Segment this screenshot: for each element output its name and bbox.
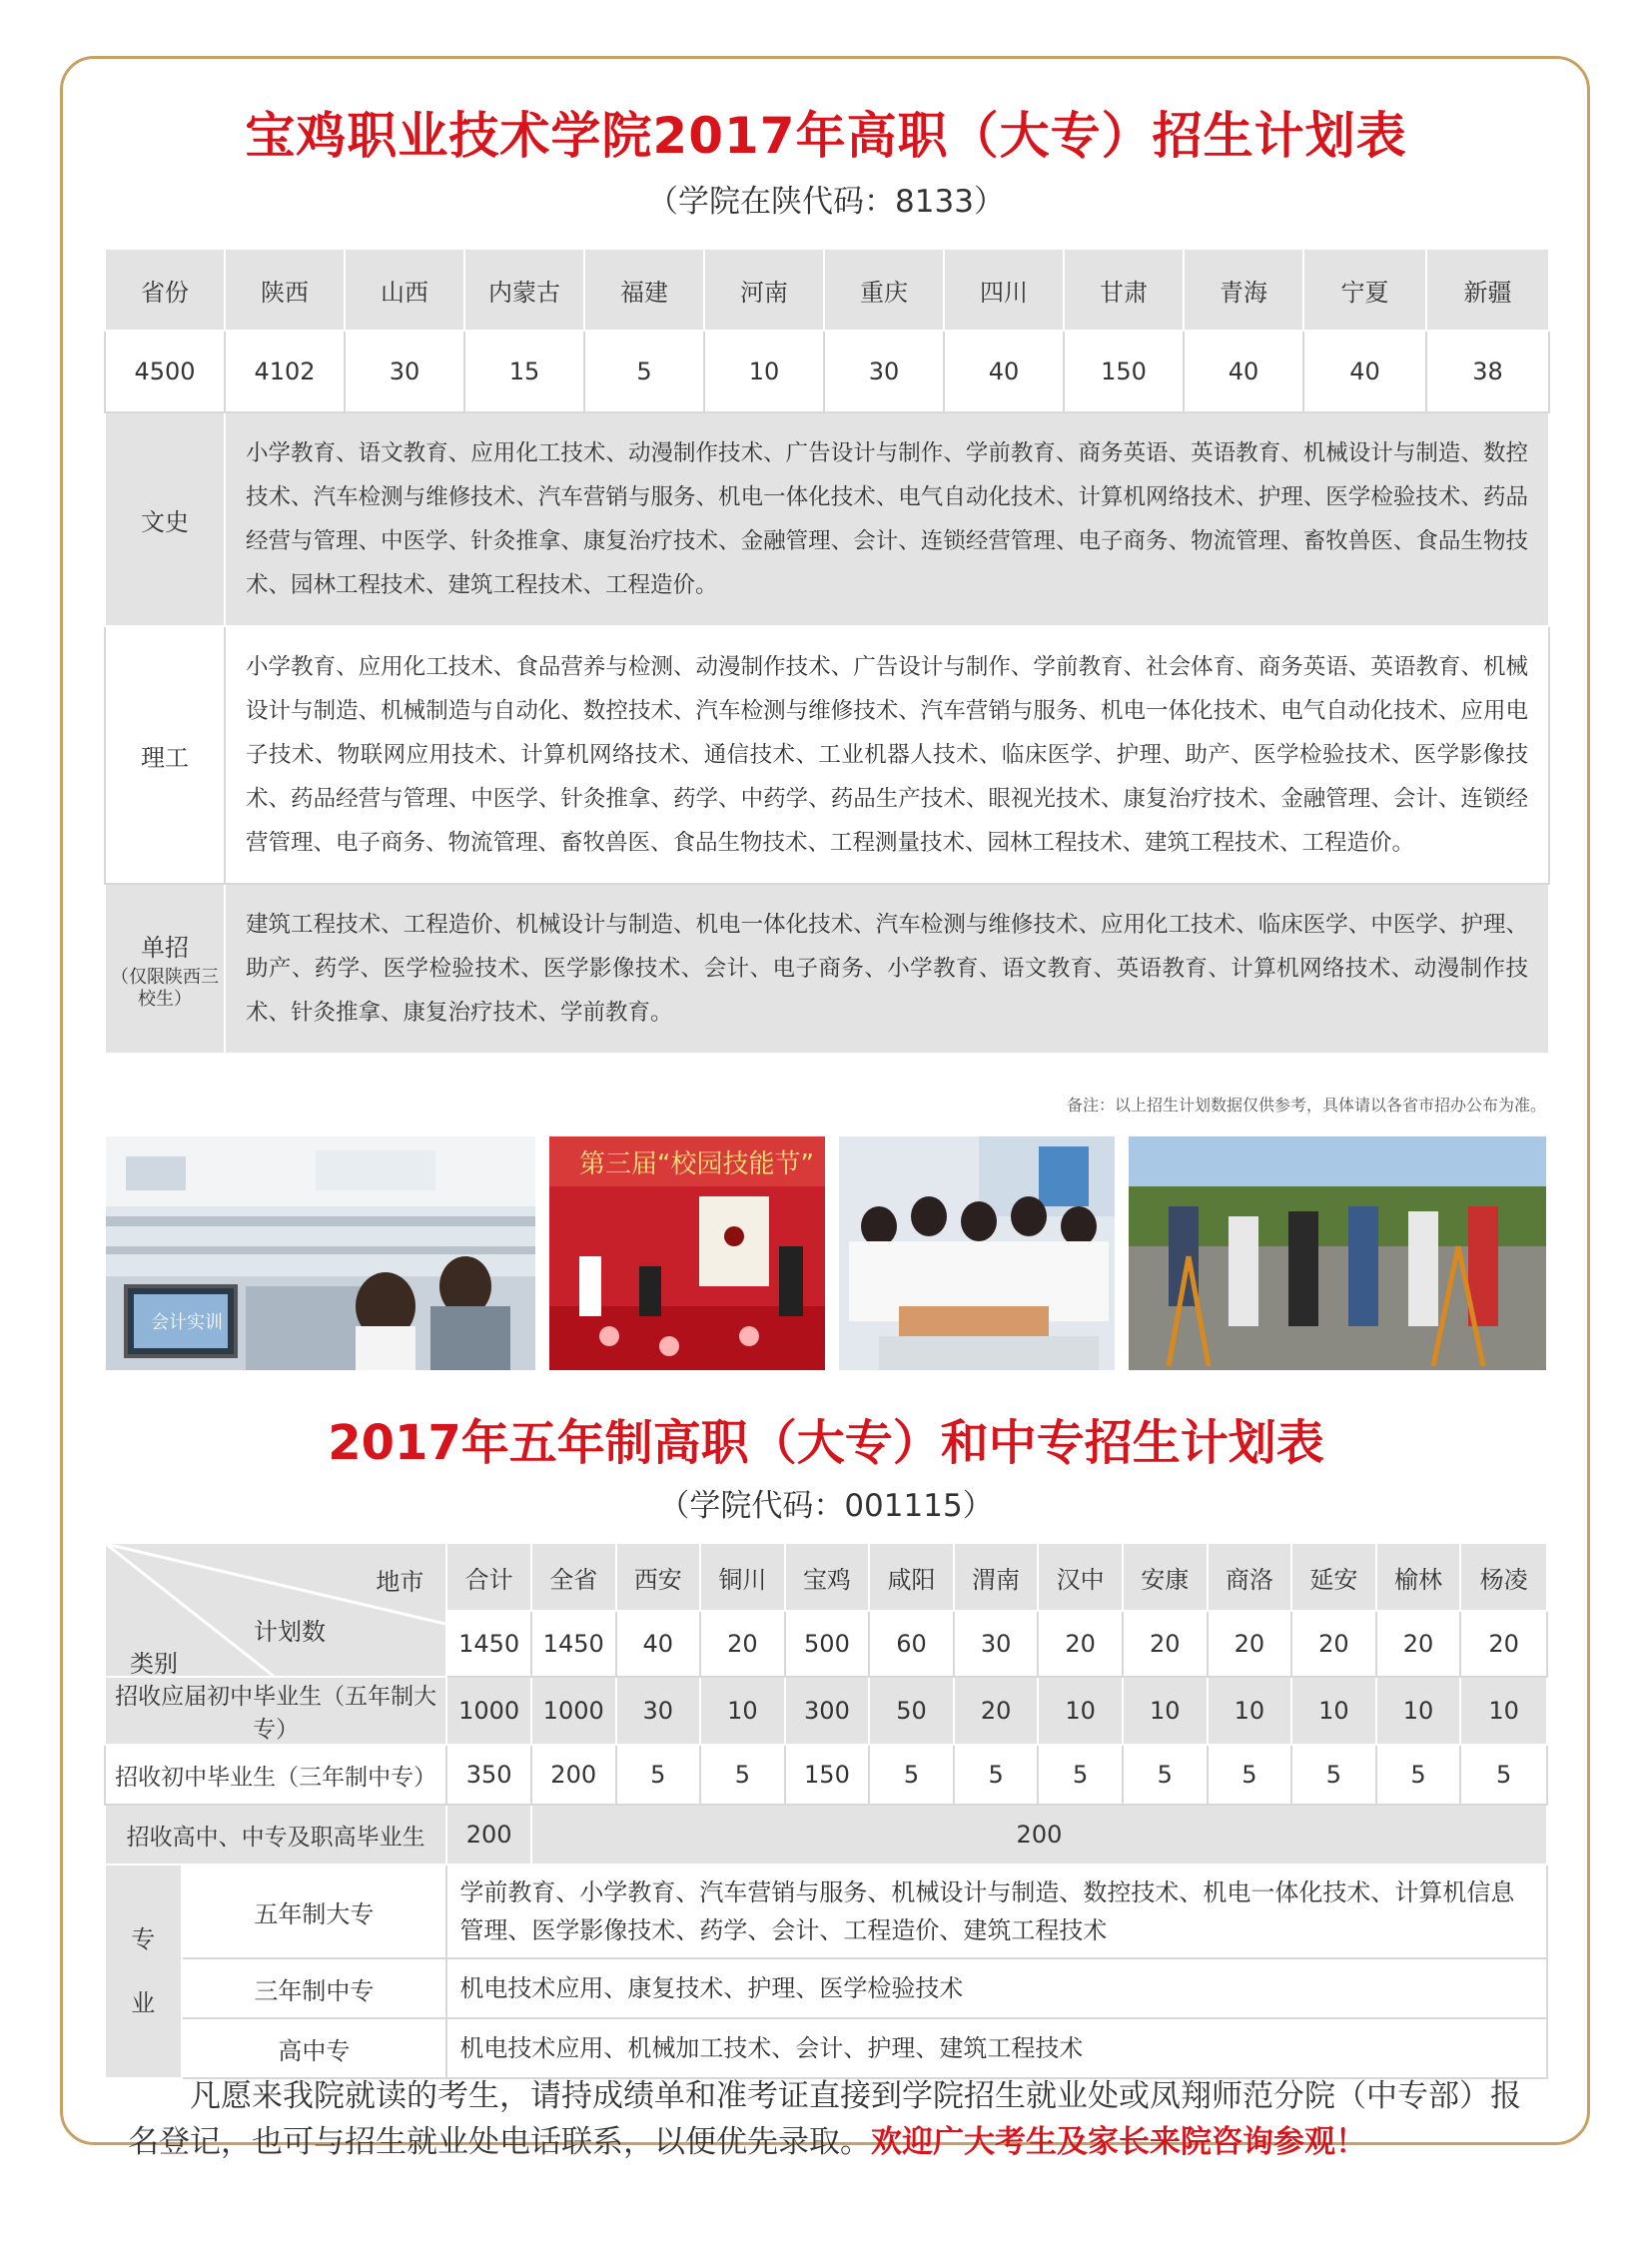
quota-cell: 40 xyxy=(944,331,1064,412)
lab-sign-text: 会计实训 xyxy=(151,1312,223,1333)
corner-city-label: 地市 xyxy=(376,1568,424,1596)
corner-plan-label: 计划数 xyxy=(254,1618,326,1646)
value-cell: 10 xyxy=(1291,1677,1376,1745)
city-cell: 汉中 xyxy=(1038,1543,1123,1611)
category-label-group xyxy=(105,884,225,1054)
row-label: 招收高中、中专及职高毕业生 xyxy=(105,1805,446,1865)
value-cell: 10 xyxy=(1208,1677,1292,1745)
row-label: 招收应届初中毕业生（五年制大专） xyxy=(105,1677,446,1745)
major-type-label: 高中专 xyxy=(182,2018,447,2078)
category-label: 理工 xyxy=(105,626,225,884)
major-list: 机电技术应用、康复技术、护理、医学检验技术 xyxy=(446,1958,1547,2018)
quota-cell: 15 xyxy=(464,331,584,412)
province-cell: 甘肃 xyxy=(1064,249,1184,331)
quota-cell: 40 xyxy=(1184,331,1303,412)
footer-highlight: 欢迎广大考生及家长来院咨询参观！ xyxy=(871,2124,1366,2160)
value-cell: 350 xyxy=(446,1745,531,1805)
value-cell: 10 xyxy=(1123,1677,1208,1745)
total-cell: 500 xyxy=(785,1611,870,1677)
province-cell: 新疆 xyxy=(1426,249,1549,331)
section-title: 2017年五年制高职（大专）和中专招生计划表 xyxy=(328,1415,1324,1471)
surveying-training-photo xyxy=(1129,1136,1546,1370)
high-school-row xyxy=(105,1805,1547,1865)
total-cell: 1450 xyxy=(531,1611,616,1677)
province-cell: 河南 xyxy=(704,249,824,331)
province-cell: 宁夏 xyxy=(1303,249,1426,331)
value-cell: 1000 xyxy=(446,1677,531,1745)
total-cell: 1450 xyxy=(446,1611,531,1677)
majors-group-char: 业 xyxy=(131,1989,156,2017)
page-title: 宝鸡职业技术学院2017年高职（大专）招生计划表 xyxy=(245,107,1407,165)
total-cell: 20 xyxy=(700,1611,785,1677)
city-cell: 安康 xyxy=(1123,1543,1208,1611)
value-cell: 5 xyxy=(1208,1745,1292,1805)
footer-notice xyxy=(128,2073,1546,2165)
value-cell: 5 xyxy=(954,1745,1039,1805)
province-cell: 青海 xyxy=(1184,249,1303,331)
quota-cell: 5 xyxy=(584,331,704,412)
single-admission-row xyxy=(105,884,1549,1054)
province-cell: 山西 xyxy=(345,249,464,331)
section-subtitle: （学院代码：001115） xyxy=(658,1488,994,1524)
value-cell: 10 xyxy=(700,1677,785,1745)
total-cell: 20 xyxy=(1460,1611,1547,1677)
campus-festival-photo xyxy=(549,1136,825,1370)
city-cell: 商洛 xyxy=(1208,1543,1292,1611)
value-cell: 300 xyxy=(785,1677,870,1745)
city-cell: 咸阳 xyxy=(869,1543,954,1611)
total-cell: 60 xyxy=(869,1611,954,1677)
quota-cell: 30 xyxy=(345,331,464,412)
city-header-row xyxy=(105,1543,1547,1611)
category-label: 文史 xyxy=(105,412,225,626)
value-cell: 20 xyxy=(954,1677,1039,1745)
row-label: 招收初中毕业生（三年制中专） xyxy=(105,1745,446,1805)
major-list: 机电技术应用、机械加工技术、会计、护理、建筑工程技术 xyxy=(446,2018,1547,2078)
value-cell: 5 xyxy=(700,1745,785,1805)
value-cell: 50 xyxy=(869,1677,954,1745)
quota-cell: 30 xyxy=(824,331,944,412)
province-cell: 重庆 xyxy=(824,249,944,331)
value-cell: 10 xyxy=(1376,1677,1461,1745)
majors-group-char: 专 xyxy=(131,1925,156,1953)
value-cell: 5 xyxy=(1376,1745,1461,1805)
science-row xyxy=(105,626,1549,884)
page-subtitle: （学院在陕代码：8133） xyxy=(647,184,1005,220)
footer-text: 凡愿来我院就读的考生，请持成绩单和准考证直接到学院招生就业处或凤翔师范分院（中专部）报名登记，也可与招生就业处电话联系，以便优先录取。 xyxy=(128,2078,1521,2160)
total-cell: 20 xyxy=(1376,1611,1461,1677)
city-cell: 渭南 xyxy=(954,1543,1039,1611)
nursing-training-photo xyxy=(839,1136,1115,1370)
quota-cell: 4102 xyxy=(225,331,345,412)
value-cell: 5 xyxy=(1291,1745,1376,1805)
city-cell: 宝鸡 xyxy=(785,1543,870,1611)
city-cell: 全省 xyxy=(531,1543,616,1611)
value-cell: 1000 xyxy=(531,1677,616,1745)
majors-row-five-year xyxy=(105,1865,1547,1958)
province-cell: 省份 xyxy=(105,249,225,331)
value-cell: 30 xyxy=(616,1677,701,1745)
five-year-plan-table xyxy=(104,1542,1548,2079)
total-cell: 40 xyxy=(616,1611,701,1677)
five-year-row xyxy=(105,1677,1547,1745)
majors-text: 建筑工程技术、工程造价、机械设计与制造、机电一体化技术、汽车检测与维修技术、应用化工技术、临床医学、中医学、护理、助产、药学、医学检验技术、医学影像技术、会计、电子商务、小学教育、语文教育、英语教育、计算机网络技术、动漫制作技术、针灸推拿、康复治疗技术、学前教育。 xyxy=(225,884,1549,1054)
table-note: 备注：以上招生计划数据仅供参考，具体请以各省市招办公布为准。 xyxy=(1066,1096,1546,1115)
province-header-row xyxy=(105,249,1549,331)
value-cell: 5 xyxy=(616,1745,701,1805)
category-label: 单招 xyxy=(141,933,189,962)
value-cell: 10 xyxy=(1038,1677,1123,1745)
plan-table xyxy=(104,248,1550,1055)
major-type-label: 五年制大专 xyxy=(182,1865,447,1958)
merged-value-cell: 200 xyxy=(531,1805,1547,1865)
total-cell: 20 xyxy=(1123,1611,1208,1677)
quota-cell: 4500 xyxy=(105,331,225,412)
festival-banner-text: 第三届“校园技能节” xyxy=(579,1149,814,1179)
majors-text: 小学教育、语文教育、应用化工技术、动漫制作技术、广告设计与制作、学前教育、商务英语、英语教育、机械设计与制造、数控技术、汽车检测与维修技术、汽车营销与服务、机电一体化技术、电气自动化技术、计算机网络技术、护理、医学检验技术、药品经营与管理、中医学、针灸推拿、康复治疗技术、金融管理、会计、连锁经营管理、电子商务、物流管理、畜牧兽医、食品生物技术、园林工程技术、建筑工程技术、工程造价。 xyxy=(225,412,1549,626)
computer-lab-photo xyxy=(106,1136,535,1370)
quota-cell: 38 xyxy=(1426,331,1549,412)
province-cell: 陕西 xyxy=(225,249,345,331)
city-cell: 西安 xyxy=(616,1543,701,1611)
value-cell: 5 xyxy=(1460,1745,1547,1805)
city-cell: 杨凌 xyxy=(1460,1543,1547,1611)
value-cell: 150 xyxy=(785,1745,870,1805)
city-cell: 铜川 xyxy=(700,1543,785,1611)
value-cell: 10 xyxy=(1460,1677,1547,1745)
value-cell: 5 xyxy=(1123,1745,1208,1805)
total-cell: 30 xyxy=(954,1611,1039,1677)
category-sublabel: （仅限陕西三校生） xyxy=(111,966,219,1010)
majors-text: 小学教育、应用化工技术、食品营养与检测、动漫制作技术、广告设计与制作、学前教育、社会体育、商务英语、英语教育、机械设计与制造、机械制造与自动化、数控技术、汽车检测与维修技术、汽车营销与服务、机电一体化技术、电气自动化技术、应用电子技术、物联网应用技术、计算机网络技术、通信技术、工业机器人技术、临床医学、护理、助产、医学检验技术、医学影像技术、药品经营与管理、中医学、针灸推拿、药学、中药学、药品生产技术、眼视光技术、康复治疗技术、金融管理、会计、连锁经营管理、电子商务、物流管理、畜牧兽医、食品生物技术、工程测量技术、园林工程技术、建筑工程技术、工程造价。 xyxy=(225,626,1549,884)
total-cell: 20 xyxy=(1208,1611,1292,1677)
city-cell: 榆林 xyxy=(1376,1543,1461,1611)
major-type-label: 三年制中专 xyxy=(182,1958,447,2018)
liberal-arts-row xyxy=(105,412,1549,626)
quota-cell: 10 xyxy=(704,331,824,412)
majors-row-high-school xyxy=(105,2018,1547,2078)
value-cell: 5 xyxy=(869,1745,954,1805)
quota-cell: 40 xyxy=(1303,331,1426,412)
total-cell: 20 xyxy=(1291,1611,1376,1677)
quota-row xyxy=(105,331,1549,412)
total-cell: 20 xyxy=(1038,1611,1123,1677)
province-cell: 四川 xyxy=(944,249,1064,331)
province-cell: 内蒙古 xyxy=(464,249,584,331)
value-cell: 200 xyxy=(446,1805,531,1865)
major-list: 学前教育、小学教育、汽车营销与服务、机械设计与制造、数控技术、机电一体化技术、计算机信息管理、医学影像技术、药学、会计、工程造价、建筑工程技术 xyxy=(446,1865,1547,1958)
quota-cell: 150 xyxy=(1064,331,1184,412)
three-year-row xyxy=(105,1745,1547,1805)
corner-header xyxy=(105,1543,446,1677)
value-cell: 200 xyxy=(531,1745,616,1805)
value-cell: 5 xyxy=(1038,1745,1123,1805)
province-cell: 福建 xyxy=(584,249,704,331)
corner-category-label: 类别 xyxy=(130,1650,178,1678)
majors-group-label xyxy=(105,1865,182,2078)
city-cell: 延安 xyxy=(1291,1543,1376,1611)
city-cell: 合计 xyxy=(446,1543,531,1611)
majors-row-three-year xyxy=(105,1958,1547,2018)
